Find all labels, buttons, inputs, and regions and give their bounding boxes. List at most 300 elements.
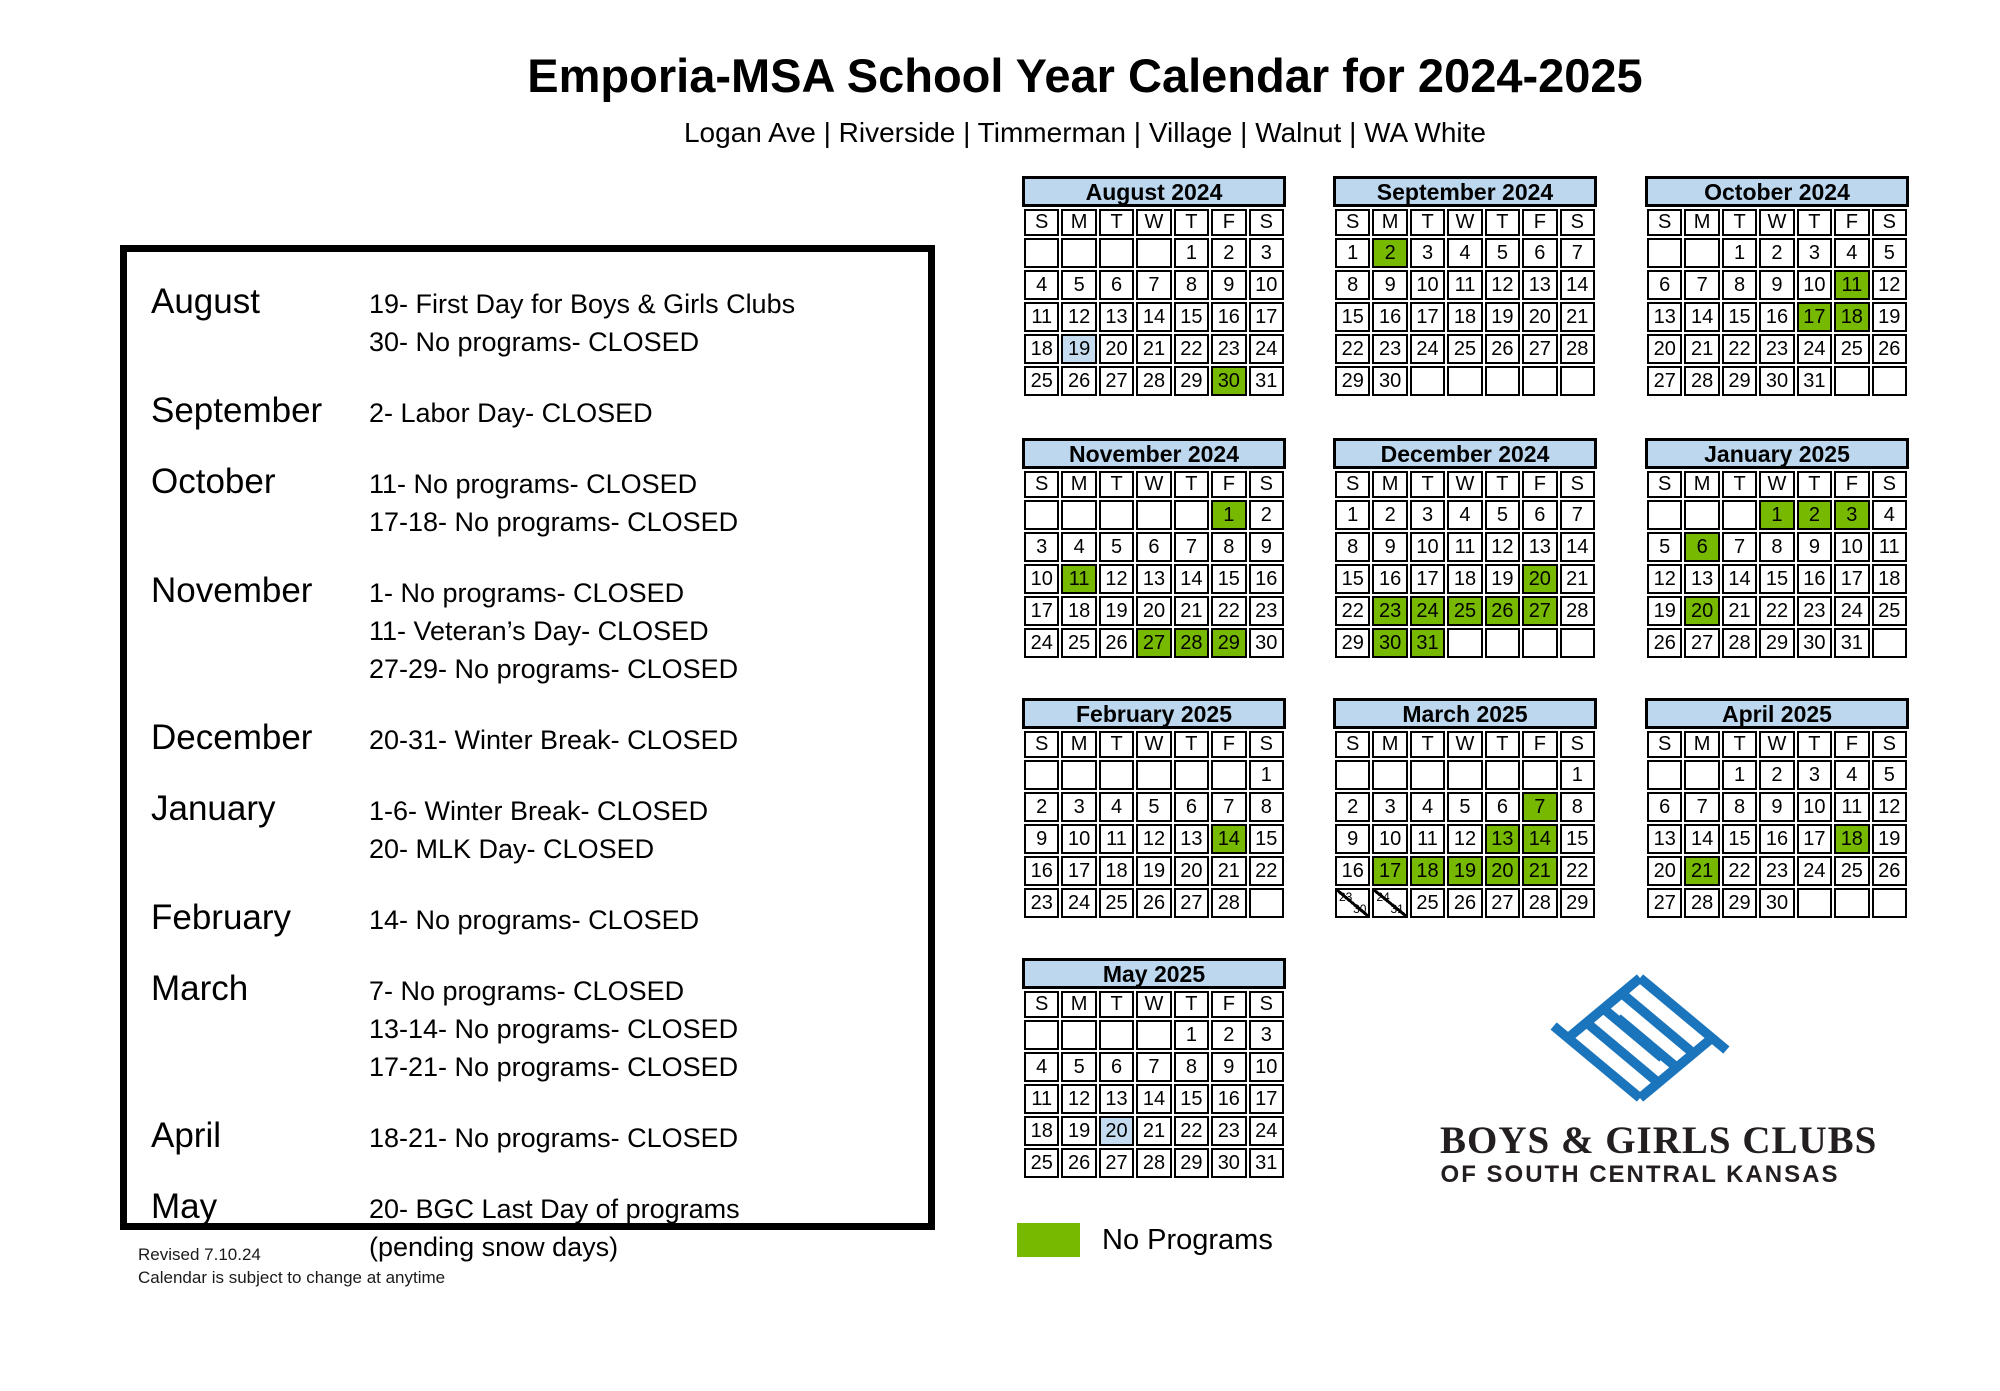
- day-cell: 23: [1211, 334, 1246, 364]
- day-cell: 31: [1249, 366, 1284, 396]
- schedule-row: [151, 718, 914, 759]
- day-cell: 29: [1759, 628, 1794, 658]
- calendar-april-2025: [1645, 698, 1909, 920]
- day-cell: [1522, 366, 1557, 396]
- day-cell: 22: [1335, 334, 1370, 364]
- day-cell: 19: [1872, 302, 1907, 332]
- day-cell: 10: [1410, 532, 1445, 562]
- day-cell: 18: [1024, 1116, 1059, 1146]
- day-cell: 12: [1061, 1084, 1096, 1114]
- day-cell: 29: [1211, 628, 1246, 658]
- month-label: September: [151, 391, 323, 430]
- day-cell: 17: [1249, 302, 1284, 332]
- calendar-title: October 2024: [1645, 176, 1909, 207]
- month-events: [369, 718, 738, 759]
- day-cell: 4: [1447, 500, 1482, 530]
- month-events: [369, 462, 738, 541]
- page-title: Emporia-MSA School Year Calendar for 2024-2025: [527, 49, 1643, 102]
- day-cell: [1335, 888, 1370, 918]
- day-cell: 1: [1335, 238, 1370, 268]
- day-header-cell: F: [1834, 471, 1869, 498]
- day-cell: [1447, 760, 1482, 790]
- day-cell: 19: [1647, 596, 1682, 626]
- calendar-title: May 2025: [1022, 958, 1286, 989]
- day-cell: 4: [1872, 500, 1907, 530]
- day-number: 30: [1353, 902, 1367, 916]
- day-cell: 13: [1522, 270, 1557, 300]
- day-cell: [1174, 500, 1209, 530]
- day-cell: 24: [1024, 628, 1059, 658]
- day-cell: 17: [1797, 302, 1832, 332]
- day-cell: [1174, 760, 1209, 790]
- day-cell: 26: [1485, 334, 1520, 364]
- day-cell: 20: [1684, 596, 1719, 626]
- day-cell: 11: [1447, 270, 1482, 300]
- day-cell: 21: [1560, 564, 1595, 594]
- event-line: (pending snow days): [369, 1232, 619, 1262]
- day-cell: 18: [1872, 564, 1907, 594]
- day-cell: [1722, 500, 1757, 530]
- day-cell: 29: [1335, 628, 1370, 658]
- day-cell: 28: [1211, 888, 1246, 918]
- day-cell: 16: [1024, 856, 1059, 886]
- day-cell: 18: [1099, 856, 1134, 886]
- day-header-cell: F: [1211, 209, 1246, 236]
- day-cell: 12: [1099, 564, 1134, 594]
- day-cell: 24: [1834, 596, 1869, 626]
- day-cell: 4: [1834, 760, 1869, 790]
- disclaimer-note: Calendar is subject to change at anytime: [138, 1268, 446, 1287]
- day-cell: 15: [1174, 302, 1209, 332]
- day-cell: 12: [1872, 792, 1907, 822]
- day-cell: 22: [1722, 856, 1757, 886]
- day-cell: [1684, 238, 1719, 268]
- day-cell: 21: [1136, 334, 1171, 364]
- day-cell: [1560, 628, 1595, 658]
- day-cell: 28: [1722, 628, 1757, 658]
- day-cell: 15: [1335, 302, 1370, 332]
- day-header-cell: W: [1447, 209, 1482, 236]
- day-cell: [1061, 500, 1096, 530]
- event-line: 20-31- Winter Break- CLOSED: [369, 725, 739, 755]
- day-header-cell: S: [1872, 471, 1907, 498]
- day-cell: 4: [1410, 792, 1445, 822]
- day-cell: 8: [1174, 270, 1209, 300]
- day-cell: 5: [1485, 238, 1520, 268]
- day-cell: 4: [1447, 238, 1482, 268]
- day-cell: 11: [1872, 532, 1907, 562]
- month-events: [369, 969, 738, 1086]
- day-cell: [1485, 366, 1520, 396]
- day-cell: 31: [1249, 1148, 1284, 1178]
- day-header-cell: M: [1061, 471, 1096, 498]
- day-cell: 17: [1372, 856, 1407, 886]
- day-cell: 13: [1647, 824, 1682, 854]
- day-cell: 6: [1174, 792, 1209, 822]
- day-cell: 31: [1797, 366, 1832, 396]
- day-header-cell: S: [1335, 731, 1370, 758]
- day-header-cell: M: [1372, 731, 1407, 758]
- month-label: April: [151, 1116, 222, 1155]
- day-cell: 25: [1447, 596, 1482, 626]
- day-cell: [1335, 760, 1370, 790]
- day-cell: 3: [1061, 792, 1096, 822]
- day-header-cell: M: [1372, 471, 1407, 498]
- logo-wordmark: BOYS & GIRLS CLUBS: [1440, 1119, 1878, 1162]
- day-cell: 27: [1099, 366, 1134, 396]
- day-cell: 21: [1174, 596, 1209, 626]
- day-cell: 19: [1061, 1116, 1096, 1146]
- month-label: May: [151, 1187, 218, 1226]
- day-header-cell: S: [1560, 209, 1595, 236]
- day-cell: [1372, 888, 1407, 918]
- day-header-cell: S: [1335, 209, 1370, 236]
- month-label: March: [151, 969, 249, 1008]
- day-cell: 28: [1522, 888, 1557, 918]
- day-cell: 26: [1061, 1148, 1096, 1178]
- day-cell: 9: [1335, 824, 1370, 854]
- day-cell: 26: [1872, 334, 1907, 364]
- day-cell: [1024, 1020, 1059, 1050]
- day-cell: 10: [1061, 824, 1096, 854]
- day-cell: [1797, 888, 1832, 918]
- event-line: 18-21- No programs- CLOSED: [369, 1123, 739, 1153]
- day-header-cell: S: [1249, 209, 1284, 236]
- day-cell: 8: [1174, 1052, 1209, 1082]
- day-cell: [1024, 500, 1059, 530]
- day-header-cell: M: [1684, 209, 1719, 236]
- calendar-title: August 2024: [1022, 176, 1286, 207]
- day-cell: 11: [1024, 302, 1059, 332]
- footnote: [138, 1243, 445, 1289]
- day-cell: 27: [1522, 334, 1557, 364]
- day-cell: 12: [1647, 564, 1682, 594]
- event-line: 14- No programs- CLOSED: [369, 905, 700, 935]
- day-cell: 9: [1759, 792, 1794, 822]
- day-cell: 25: [1024, 366, 1059, 396]
- calendar-title: December 2024: [1333, 438, 1597, 469]
- day-cell: 15: [1759, 564, 1794, 594]
- calendar-title: September 2024: [1333, 176, 1597, 207]
- day-number: 31: [1390, 902, 1404, 916]
- day-header-cell: M: [1061, 991, 1096, 1018]
- day-cell: 18: [1061, 596, 1096, 626]
- day-cell: 15: [1722, 824, 1757, 854]
- day-cell: [1647, 760, 1682, 790]
- day-cell: 28: [1684, 888, 1719, 918]
- day-cell: [1061, 1020, 1096, 1050]
- month-label: January: [151, 789, 276, 828]
- day-cell: [1099, 500, 1134, 530]
- event-line: 17-21- No programs- CLOSED: [369, 1052, 739, 1082]
- day-header-cell: S: [1024, 209, 1059, 236]
- day-cell: 11: [1447, 532, 1482, 562]
- day-cell: 21: [1560, 302, 1595, 332]
- day-header-cell: S: [1872, 209, 1907, 236]
- day-cell: 24: [1797, 334, 1832, 364]
- logo-subtext: OF SOUTH CENTRAL KANSAS: [1440, 1161, 1840, 1188]
- day-cell: 16: [1759, 302, 1794, 332]
- day-cell: 9: [1249, 532, 1284, 562]
- day-cell: 25: [1447, 334, 1482, 364]
- day-header-cell: F: [1211, 991, 1246, 1018]
- day-cell: 7: [1684, 270, 1719, 300]
- day-cell: 6: [1647, 792, 1682, 822]
- event-line: 19- First Day for Boys & Girls Clubs: [369, 289, 796, 319]
- day-cell: 29: [1722, 366, 1757, 396]
- day-header-cell: F: [1522, 731, 1557, 758]
- day-cell: 12: [1136, 824, 1171, 854]
- day-cell: 16: [1211, 302, 1246, 332]
- day-cell: 3: [1797, 238, 1832, 268]
- day-cell: [1447, 366, 1482, 396]
- day-cell: [1485, 760, 1520, 790]
- day-cell: 9: [1797, 532, 1832, 562]
- day-cell: 16: [1335, 856, 1370, 886]
- day-header-cell: F: [1834, 731, 1869, 758]
- day-cell: 14: [1684, 824, 1719, 854]
- day-header-cell: F: [1834, 209, 1869, 236]
- day-header-cell: S: [1024, 471, 1059, 498]
- calendar-january-2025: [1645, 438, 1909, 660]
- event-line: 1- No programs- CLOSED: [369, 578, 685, 608]
- day-cell: 1: [1759, 500, 1794, 530]
- day-header-cell: T: [1722, 471, 1757, 498]
- day-header-cell: T: [1485, 209, 1520, 236]
- day-cell: 9: [1372, 270, 1407, 300]
- day-cell: 2: [1335, 792, 1370, 822]
- day-cell: 16: [1249, 564, 1284, 594]
- schedule-row: [151, 789, 914, 868]
- schedule-row: [151, 391, 914, 432]
- day-cell: 1: [1560, 760, 1595, 790]
- day-cell: 3: [1372, 792, 1407, 822]
- day-cell: 30: [1211, 366, 1246, 396]
- event-line: 13-14- No programs- CLOSED: [369, 1014, 739, 1044]
- day-cell: 13: [1684, 564, 1719, 594]
- day-cell: 14: [1522, 824, 1557, 854]
- day-cell: 7: [1136, 1052, 1171, 1082]
- day-cell: [1647, 238, 1682, 268]
- event-line: 7- No programs- CLOSED: [369, 976, 685, 1006]
- day-cell: 2: [1372, 238, 1407, 268]
- day-cell: 12: [1485, 270, 1520, 300]
- day-header-cell: T: [1099, 991, 1134, 1018]
- day-cell: 17: [1797, 824, 1832, 854]
- day-cell: 17: [1834, 564, 1869, 594]
- day-cell: 2: [1249, 500, 1284, 530]
- calendar-title: November 2024: [1022, 438, 1286, 469]
- day-cell: 29: [1174, 1148, 1209, 1178]
- day-header-cell: W: [1136, 471, 1171, 498]
- day-cell: [1061, 760, 1096, 790]
- month-label: October: [151, 462, 276, 501]
- day-cell: [1522, 760, 1557, 790]
- day-cell: 27: [1174, 888, 1209, 918]
- day-cell: 11: [1834, 270, 1869, 300]
- day-cell: 8: [1722, 792, 1757, 822]
- day-cell: 5: [1061, 1052, 1096, 1082]
- day-cell: 16: [1797, 564, 1832, 594]
- calendar-march-2025: [1333, 698, 1597, 920]
- day-cell: 5: [1872, 760, 1907, 790]
- day-cell: 8: [1759, 532, 1794, 562]
- day-cell: 6: [1136, 532, 1171, 562]
- day-cell: 19: [1872, 824, 1907, 854]
- day-cell: 19: [1061, 334, 1096, 364]
- day-header-cell: F: [1522, 209, 1557, 236]
- day-cell: 6: [1522, 500, 1557, 530]
- day-cell: 28: [1136, 1148, 1171, 1178]
- schedule-row: [151, 571, 914, 688]
- day-cell: [1560, 366, 1595, 396]
- day-cell: 7: [1684, 792, 1719, 822]
- day-cell: 19: [1447, 856, 1482, 886]
- day-cell: 8: [1560, 792, 1595, 822]
- day-cell: 28: [1136, 366, 1171, 396]
- day-cell: 23: [1211, 1116, 1246, 1146]
- day-header-cell: F: [1211, 471, 1246, 498]
- day-cell: 11: [1410, 824, 1445, 854]
- day-cell: 26: [1485, 596, 1520, 626]
- day-cell: 13: [1136, 564, 1171, 594]
- day-cell: [1872, 366, 1907, 396]
- day-cell: 9: [1024, 824, 1059, 854]
- calendar-title: February 2025: [1022, 698, 1286, 729]
- day-cell: 20: [1099, 1116, 1134, 1146]
- day-cell: 29: [1174, 366, 1209, 396]
- event-line: 11- No programs- CLOSED: [369, 469, 698, 499]
- day-cell: [1410, 366, 1445, 396]
- day-cell: 5: [1061, 270, 1096, 300]
- day-cell: 10: [1834, 532, 1869, 562]
- day-cell: 28: [1174, 628, 1209, 658]
- day-cell: 20: [1522, 564, 1557, 594]
- day-cell: 4: [1099, 792, 1134, 822]
- day-cell: 27: [1647, 888, 1682, 918]
- day-cell: [1410, 760, 1445, 790]
- day-cell: 29: [1560, 888, 1595, 918]
- day-cell: 13: [1099, 1084, 1134, 1114]
- day-cell: 11: [1024, 1084, 1059, 1114]
- day-cell: 30: [1249, 628, 1284, 658]
- day-cell: 14: [1560, 270, 1595, 300]
- schedule-row: [151, 1116, 914, 1157]
- day-cell: 25: [1834, 856, 1869, 886]
- day-cell: 22: [1759, 596, 1794, 626]
- day-cell: 7: [1174, 532, 1209, 562]
- day-header-cell: T: [1485, 731, 1520, 758]
- day-cell: 3: [1249, 238, 1284, 268]
- day-header-cell: M: [1061, 209, 1096, 236]
- day-cell: [1136, 238, 1171, 268]
- day-cell: 7: [1136, 270, 1171, 300]
- day-cell: [1136, 500, 1171, 530]
- day-cell: 6: [1522, 238, 1557, 268]
- day-cell: 3: [1249, 1020, 1284, 1050]
- day-cell: 7: [1560, 238, 1595, 268]
- day-cell: 25: [1410, 888, 1445, 918]
- day-cell: 29: [1722, 888, 1757, 918]
- day-cell: 29: [1335, 366, 1370, 396]
- event-line: 2- Labor Day- CLOSED: [369, 398, 653, 428]
- day-cell: [1372, 760, 1407, 790]
- day-cell: 1: [1211, 500, 1246, 530]
- day-cell: 15: [1722, 302, 1757, 332]
- day-cell: 15: [1174, 1084, 1209, 1114]
- day-cell: 20: [1099, 334, 1134, 364]
- day-cell: 20: [1485, 856, 1520, 886]
- day-number: 24: [1376, 890, 1390, 904]
- day-header-cell: T: [1174, 209, 1209, 236]
- day-header-cell: T: [1099, 471, 1134, 498]
- day-cell: 14: [1211, 824, 1246, 854]
- day-cell: 10: [1797, 792, 1832, 822]
- day-header-cell: F: [1522, 471, 1557, 498]
- day-cell: 21: [1684, 856, 1719, 886]
- day-cell: 13: [1647, 302, 1682, 332]
- day-cell: 2: [1372, 500, 1407, 530]
- day-cell: 7: [1722, 532, 1757, 562]
- day-cell: 9: [1211, 1052, 1246, 1082]
- day-header-cell: T: [1174, 731, 1209, 758]
- schedule-row: [151, 282, 914, 361]
- day-cell: [1684, 760, 1719, 790]
- day-cell: [1447, 628, 1482, 658]
- day-header-cell: T: [1485, 471, 1520, 498]
- day-cell: 20: [1647, 856, 1682, 886]
- day-cell: 3: [1410, 238, 1445, 268]
- day-header-cell: T: [1722, 731, 1757, 758]
- calendar-february-2025: [1022, 698, 1286, 920]
- day-cell: 13: [1485, 824, 1520, 854]
- day-cell: 1: [1174, 1020, 1209, 1050]
- day-cell: 12: [1061, 302, 1096, 332]
- day-cell: [1647, 500, 1682, 530]
- day-cell: 1: [1335, 500, 1370, 530]
- day-cell: 3: [1024, 532, 1059, 562]
- day-cell: 20: [1136, 596, 1171, 626]
- month-label: February: [151, 898, 292, 937]
- day-cell: 22: [1335, 596, 1370, 626]
- day-cell: 14: [1136, 302, 1171, 332]
- day-cell: 21: [1722, 596, 1757, 626]
- day-cell: 4: [1024, 1052, 1059, 1082]
- day-cell: 30: [1797, 628, 1832, 658]
- day-header-cell: S: [1560, 471, 1595, 498]
- day-cell: 17: [1249, 1084, 1284, 1114]
- day-cell: [1211, 760, 1246, 790]
- day-cell: 10: [1410, 270, 1445, 300]
- event-line: 20- MLK Day- CLOSED: [369, 834, 655, 864]
- event-line: 30- No programs- CLOSED: [369, 327, 700, 357]
- day-cell: [1136, 760, 1171, 790]
- day-header-cell: M: [1684, 471, 1719, 498]
- day-cell: 31: [1834, 628, 1869, 658]
- day-cell: 3: [1410, 500, 1445, 530]
- event-line: 17-18- No programs- CLOSED: [369, 507, 739, 537]
- day-cell: 20: [1647, 334, 1682, 364]
- day-cell: 27: [1522, 596, 1557, 626]
- day-cell: 22: [1174, 1116, 1209, 1146]
- day-cell: [1024, 760, 1059, 790]
- day-header-cell: T: [1797, 209, 1832, 236]
- day-header-cell: S: [1560, 731, 1595, 758]
- day-cell: 22: [1249, 856, 1284, 886]
- day-cell: 13: [1522, 532, 1557, 562]
- day-cell: 4: [1061, 532, 1096, 562]
- day-cell: 21: [1136, 1116, 1171, 1146]
